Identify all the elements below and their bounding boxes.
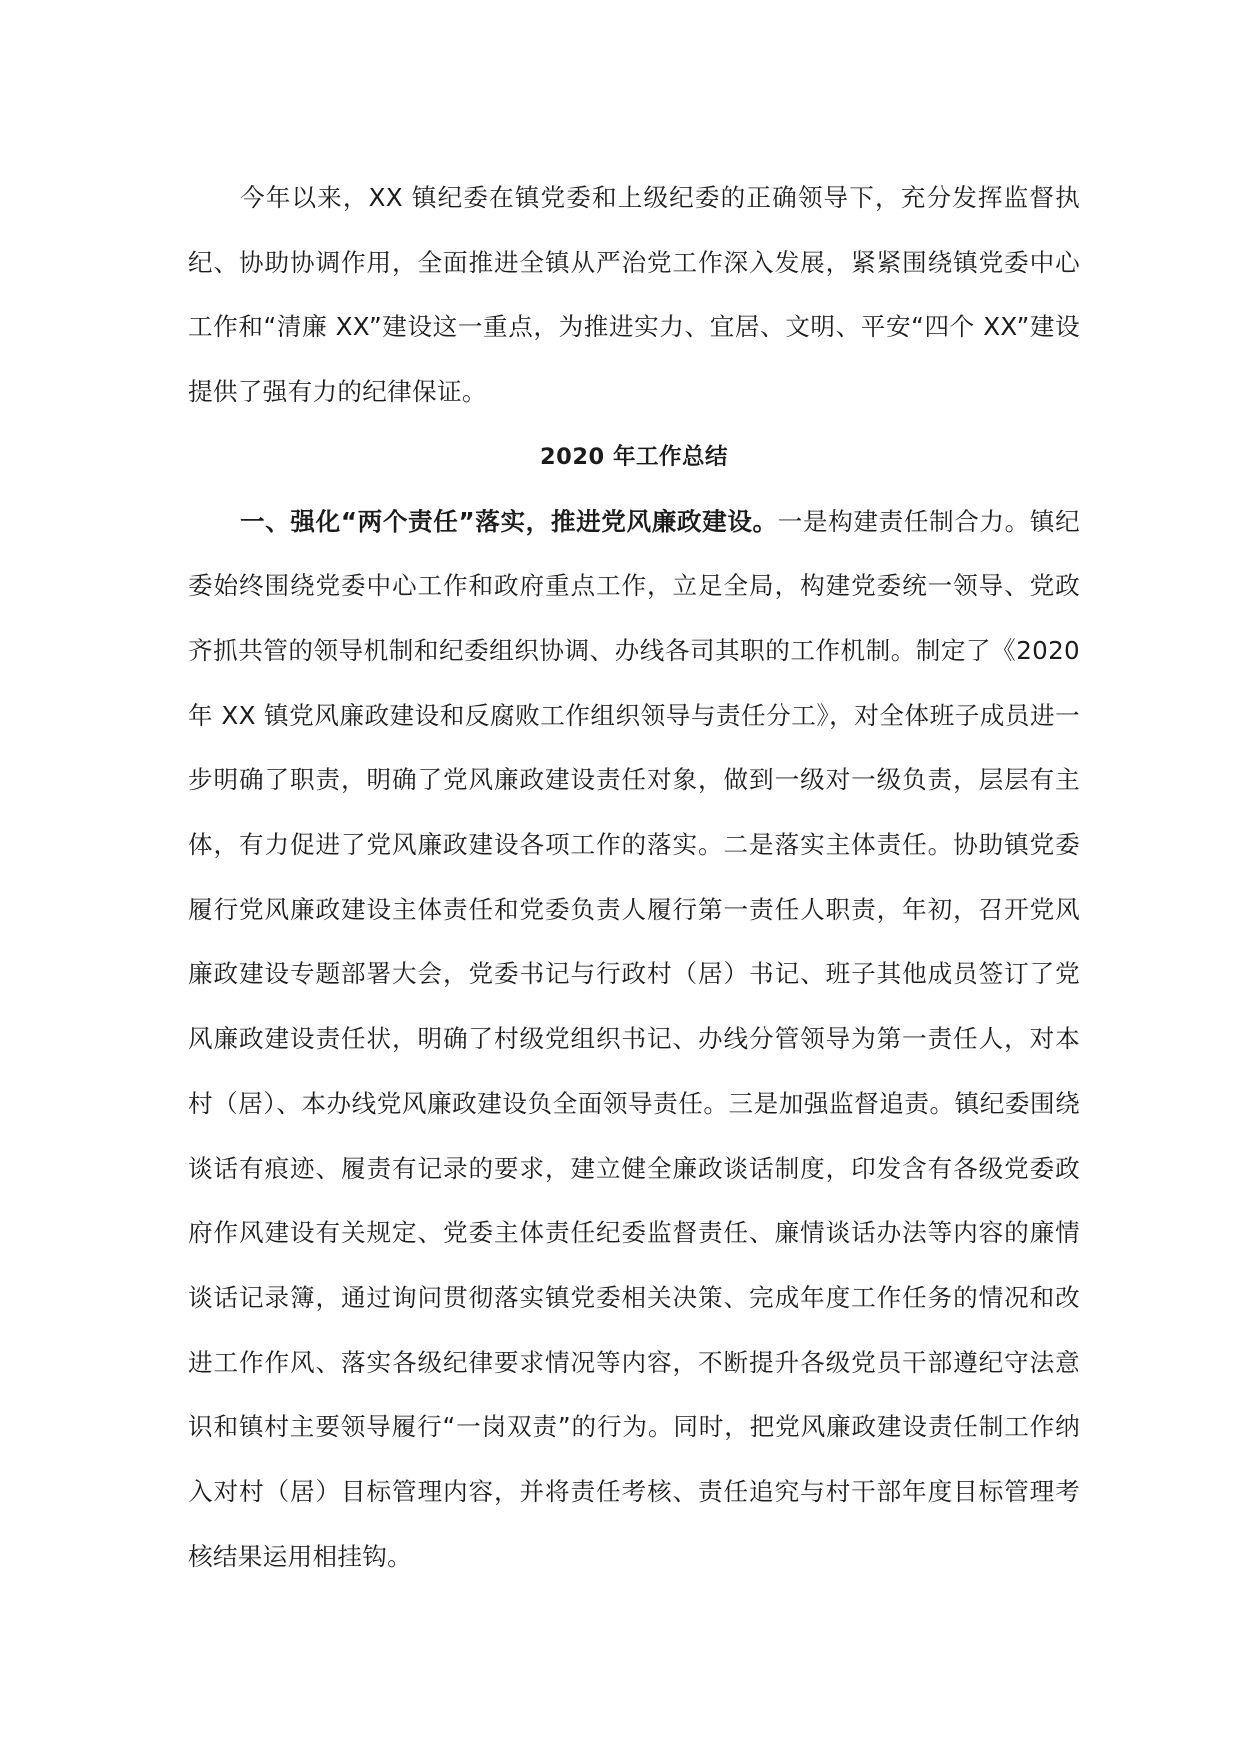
section-1-body: 一是构建责任制合力。镇纪委始终围绕党委中心工作和政府重点工作，立足全局，构建党委统一领导、党政齐抓共管的领导机制和纪委组织协调、办线各司其职的工作机制。制定了《2020 年 XX 镇党风廉政建设和反腐败工作组织领导与责任分工》，对全体班子成员进一步明确了职责，明确了党风廉政建设责任对象，做到一级对一级负责，层层有主体，有力促进了党风廉政建设各项工作的落实。二是落实主体责任。协助镇党委履行党风廉政建设主体责任和党委负责人履行第一责任人职责，年初，召开党风廉政建设专题部署大会，党委书记与行政村（居）书记、班子其他成员签订了党风廉政建设责任状，明确了村级党组织书记、办线分管领导为第一责任人，对本村（居）、本办线党风廉政建设负全面领导责任。三是加强监督追责。镇纪委围绕谈话有痕迹、履责有记录的要求，建立健全廉政谈话制度，印发含有各级党委政府作风建设有关规定、党委主体责任纪委监督责任、廉情谈话办法等内容的廉情谈话记录簿，通过询问贯彻落实镇党委相关决策、完成年度工作任务的情况和改进工作作风、落实各级纪律要求情况等内容，不断提升各级党员干部遵纪守法意识和镇村主要领导履行“一岗双责”的行为。同时，把党风廉政建设责任制工作纳入对村（居）目标管理内容，并将责任考核、责任追究与村干部年度目标管理考核结果运用相挂钩。 [188, 506, 1080, 1571]
section-1-lead: 一、强化“两个责任”落实，推进党风廉政建设。 [240, 506, 778, 536]
section-1-paragraph [188, 490, 1080, 1590]
section-heading: 2020 年工作总结 [540, 443, 728, 470]
intro-paragraph: 今年以来，XX 镇纪委在镇党委和上级纪委的正确领导下，充分发挥监督执纪、协助协调作用，全面推进全镇从严治党工作深入发展，紧紧围绕镇党委中心工作和“清廉 XX”建设这一重点，为推进实力、宜居、文明、平安“四个 XX”建设提供了强有力的纪律保证。 [188, 183, 1080, 407]
document-page [188, 166, 1080, 1589]
